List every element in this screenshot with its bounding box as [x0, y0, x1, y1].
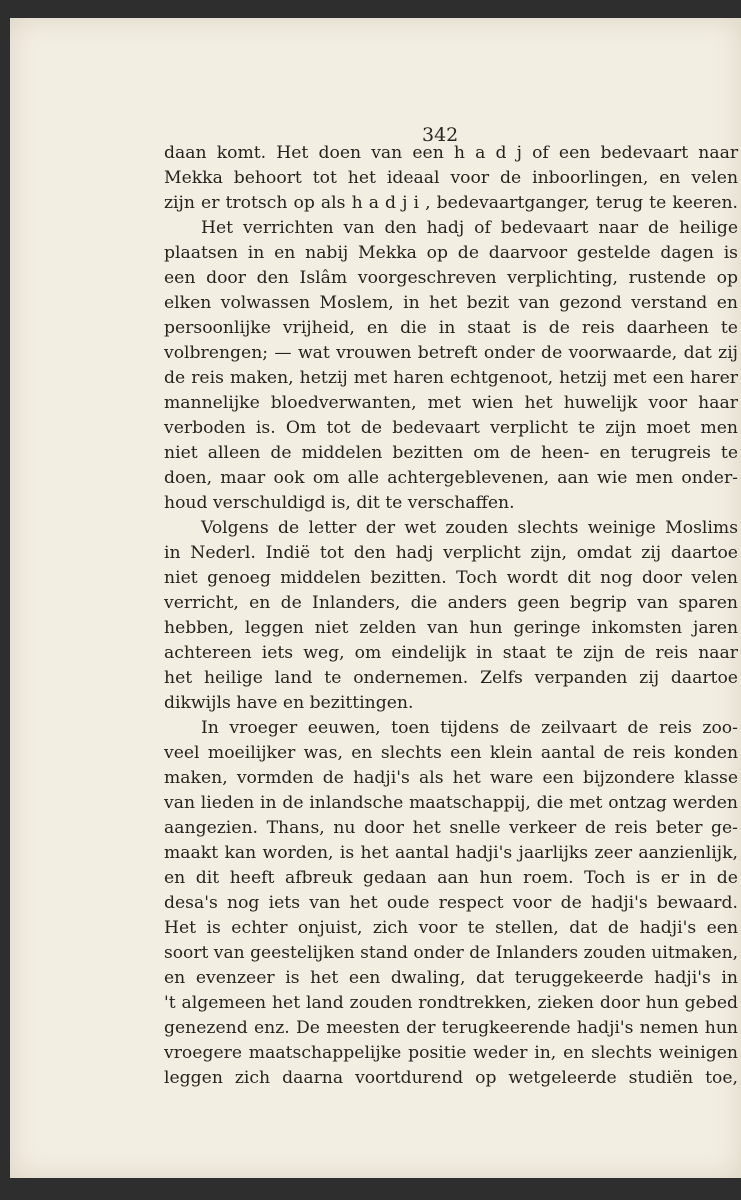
- text-line: dikwijls have en bezittingen.: [164, 693, 414, 713]
- text-line: verboden is. Om tot de bedevaart verplicht te zijn moet men: [164, 418, 738, 438]
- text-line: In vroeger eeuwen, toen tijdens de zeilvaart de reis zoo-: [201, 718, 738, 738]
- text-line: 't algemeen het land zouden rondtrekken, zieken door hun gebed: [164, 993, 739, 1013]
- text-line: maken, vormden de hadji's als het ware een bijzondere klasse: [164, 768, 739, 788]
- text-line: Het is echter onjuist, zich voor te stellen, dat de hadji's een: [164, 918, 739, 938]
- text-line: plaatsen in en nabij Mekka op de daarvoor gestelde dagen is: [164, 243, 739, 263]
- text-line: maakt kan worden, is het aantal hadji's jaarlijks zeer aanzienlijk,: [164, 843, 738, 863]
- text-line: een door den Islâm voorgeschreven verplichting, rustende op: [164, 268, 739, 288]
- text-line: soort van geestelijken stand onder de Inlanders zouden uitmaken,: [164, 943, 739, 963]
- text-line: volbrengen; — wat vrouwen betreft onder de voorwaarde, dat zij: [164, 343, 739, 363]
- text-line: Het verrichten van den hadj of bedevaart naar de heilige: [201, 218, 739, 238]
- text-line: vroegere maatschappelijke positie weder in, en slechts weinigen: [164, 1043, 738, 1063]
- text-line: Mekka behoort tot het ideaal voor de inboorlingen, en velen: [164, 168, 739, 188]
- text-line: elken volwassen Moslem, in het bezit van gezond verstand en: [164, 293, 738, 313]
- text-line: niet genoeg middelen bezitten. Toch wordt dit nog door velen: [164, 568, 738, 588]
- text-line: zijn er trotsch op als h a d j i , bedevaartganger, terug te keeren.: [164, 193, 739, 213]
- text-line: in Nederl. Indië tot den hadj verplicht zijn, omdat zij daartoe: [164, 543, 738, 563]
- page-number: 342: [422, 124, 459, 146]
- text-line: achtereen iets weg, om eindelijk in staat te zijn de reis naar: [164, 643, 738, 663]
- text-line: doen, maar ook om alle achtergeblevenen, aan wie men onder-: [164, 468, 738, 488]
- text-line: en dit heeft afbreuk gedaan aan hun roem. Toch is er in de: [164, 868, 738, 888]
- text-line: verricht, en de Inlanders, die anders geen begrip van sparen: [164, 593, 738, 613]
- text-line: hebben, leggen niet zelden van hun geringe inkomsten jaren: [164, 618, 739, 638]
- text-line: houd verschuldigd is, dit te verschaffen.: [164, 493, 515, 513]
- text-line: veel moeilijker was, en slechts een klein aantal de reis konden: [164, 743, 739, 763]
- text-line: aangezien. Thans, nu door het snelle verkeer de reis beter ge-: [164, 818, 738, 838]
- text-line: niet alleen de middelen bezitten om de heen- en terugreis te: [164, 443, 738, 463]
- text-line: en evenzeer is het een dwaling, dat teruggekeerde hadji's in: [164, 968, 738, 988]
- text-line: mannelijke bloedverwanten, met wien het huwelijk voor haar: [164, 393, 738, 413]
- text-line: daan komt. Het doen van een h a d j of een bedevaart naar: [164, 143, 739, 163]
- text-line: Volgens de letter der wet zouden slechts weinige Moslims: [201, 518, 739, 538]
- text-line: desa's nog iets van het oude respect voor de hadji's bewaard.: [164, 893, 738, 913]
- text-line: leggen zich daarna voortdurend op wetgeleerde studiën toe,: [164, 1068, 738, 1088]
- text-line: persoonlijke vrijheid, en die in staat is de reis daarheen te: [164, 318, 738, 338]
- text-line: genezend enz. De meesten der terugkeerende hadji's nemen hun: [164, 1018, 738, 1038]
- text-line: de reis maken, hetzij met haren echtgenoot, hetzij met een harer: [164, 368, 738, 388]
- text-line: het heilige land te ondernemen. Zelfs verpanden zij daartoe: [164, 668, 738, 688]
- text-line: van lieden in de inlandsche maatschappij, die met ontzag werden: [164, 793, 738, 813]
